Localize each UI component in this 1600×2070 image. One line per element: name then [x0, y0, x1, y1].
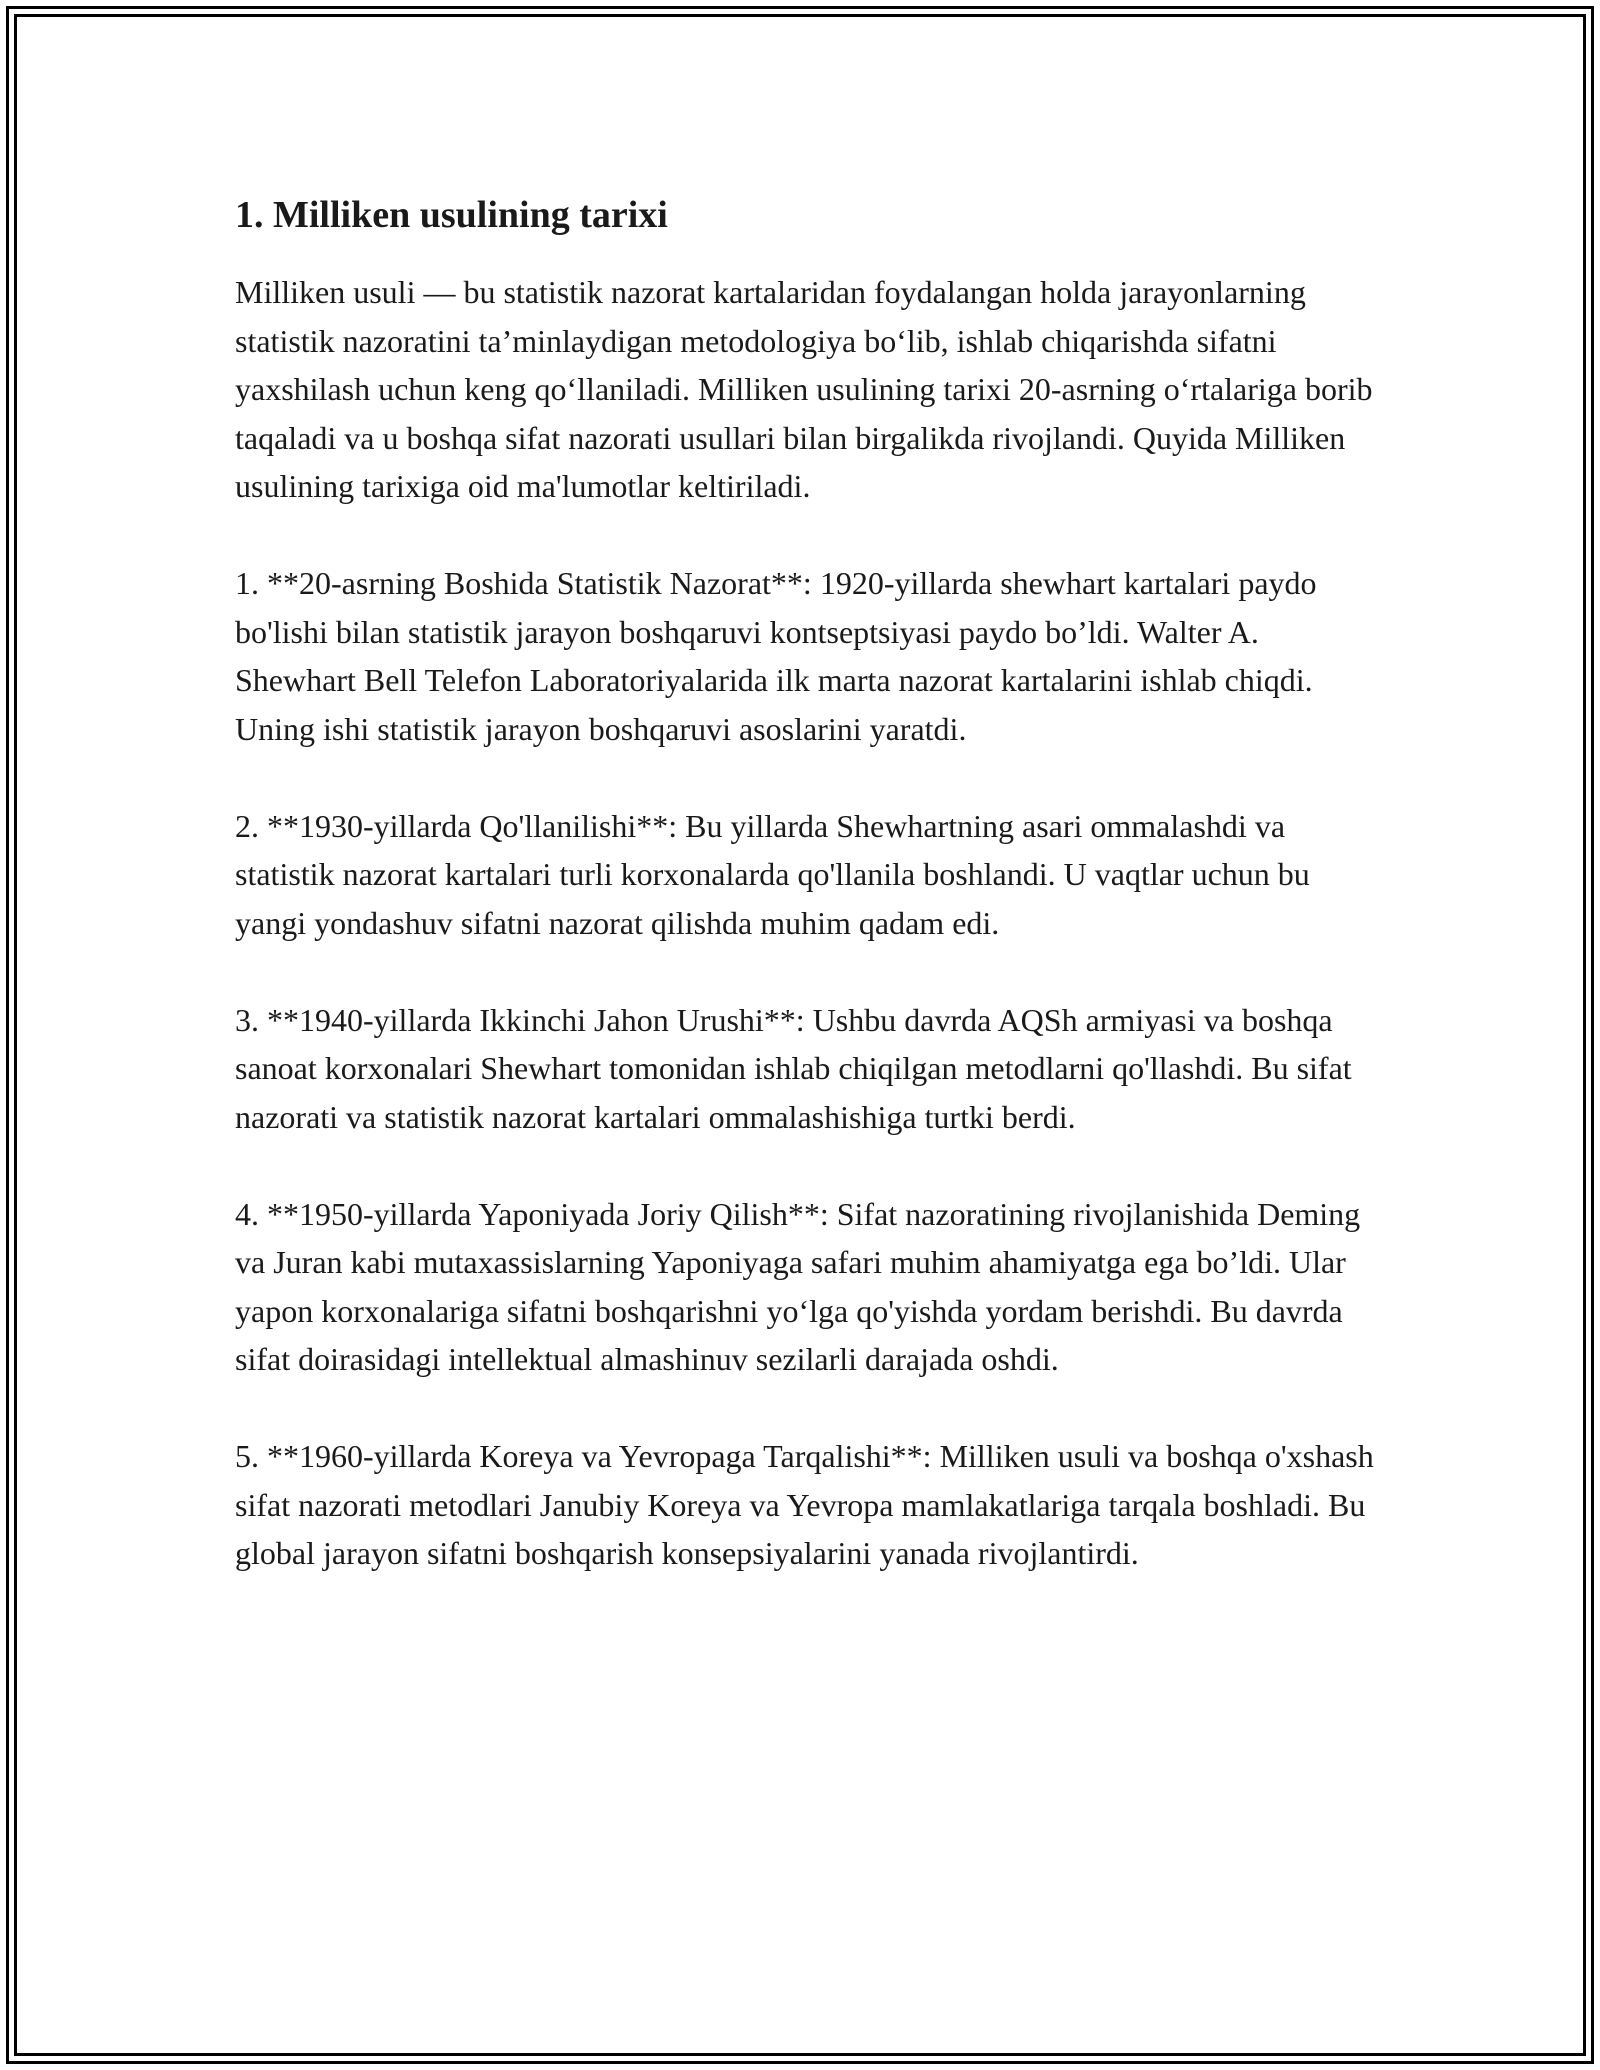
history-item-5: 5. **1960-yillarda Koreya va Yevropaga Tarqalishi**: Milliken usuli va boshqa o'xshash sifat nazorati metodlari Janubiy Koreya va Yevropa mamlakatlariga tarqala boshladi. Bu global jarayon sifatni boshqarish konsepsiyalarini yanada rivojlantirdi.: [235, 1438, 1374, 1571]
document-title: 1. Milliken usulining tarixi: [235, 194, 668, 236]
history-item-1: 1. **20-asrning Boshida Statistik Nazorat**: 1920-yillarda shewhart kartalari paydo bo'lishi bilan statistik jarayon boshqaruvi kontseptsiyasi paydo bo’ldi. Walter A. Shewhart Bell Telefon Laboratoriyalarida ilk marta nazorat kartalarini ishlab chiqdi. Uning ishi statistik jarayon boshqaruvi asoslarini yaratdi.: [235, 565, 1317, 747]
document-body: [235, 188, 1380, 1626]
history-item-4: 4. **1950-yillarda Yaponiyada Joriy Qilish**: Sifat nazoratining rivojlanishida Deming va Juran kabi mutaxassislarning Yaponiyaga safari muhim ahamiyatga ega bo’ldi. Ular yapon korxonalariga sifatni boshqarishni yo‘lga qo'yishda yordam berishdi. Bu davrda sifat doirasidagi intellektual almashinuv sezilarli darajada oshdi.: [235, 1195, 1361, 1377]
intro-paragraph: Milliken usuli — bu statistik nazorat kartalaridan foydalangan holda jarayonlarning statistik nazoratini ta’minlaydigan metodologiya bo‘lib, ishlab chiqarishda sifatni yaxshilash uchun keng qo‘llaniladi. Milliken usulining tarixi 20-asrning o‘rtalariga borib taqaladi va u boshqa sifat nazorati usullari bilan birgalikda rivojlandi. Quyida Milliken usulining tarixiga oid ma'lumotlar keltiriladi.: [235, 274, 1373, 504]
history-item-2: 2. **1930-yillarda Qo'llanilishi**: Bu yillarda Shewhartning asari ommalashdi va statistik nazorat kartalari turli korxonalarda qo'llanila boshlandi. U vaqtlar uchun bu yangi yondashuv sifatni nazorat qilishda muhim qadam edi.: [235, 807, 1310, 941]
history-item-3: 3. **1940-yillarda Ikkinchi Jahon Urushi**: Ushbu davrda AQSh armiyasi va boshqa sanoat korxonalari Shewhart tomonidan ishlab chiqilgan metodlarni qo'llashdi. Bu sifat nazorati va statistik nazorat kartalari ommalashishiga turtki berdi.: [235, 1001, 1352, 1135]
